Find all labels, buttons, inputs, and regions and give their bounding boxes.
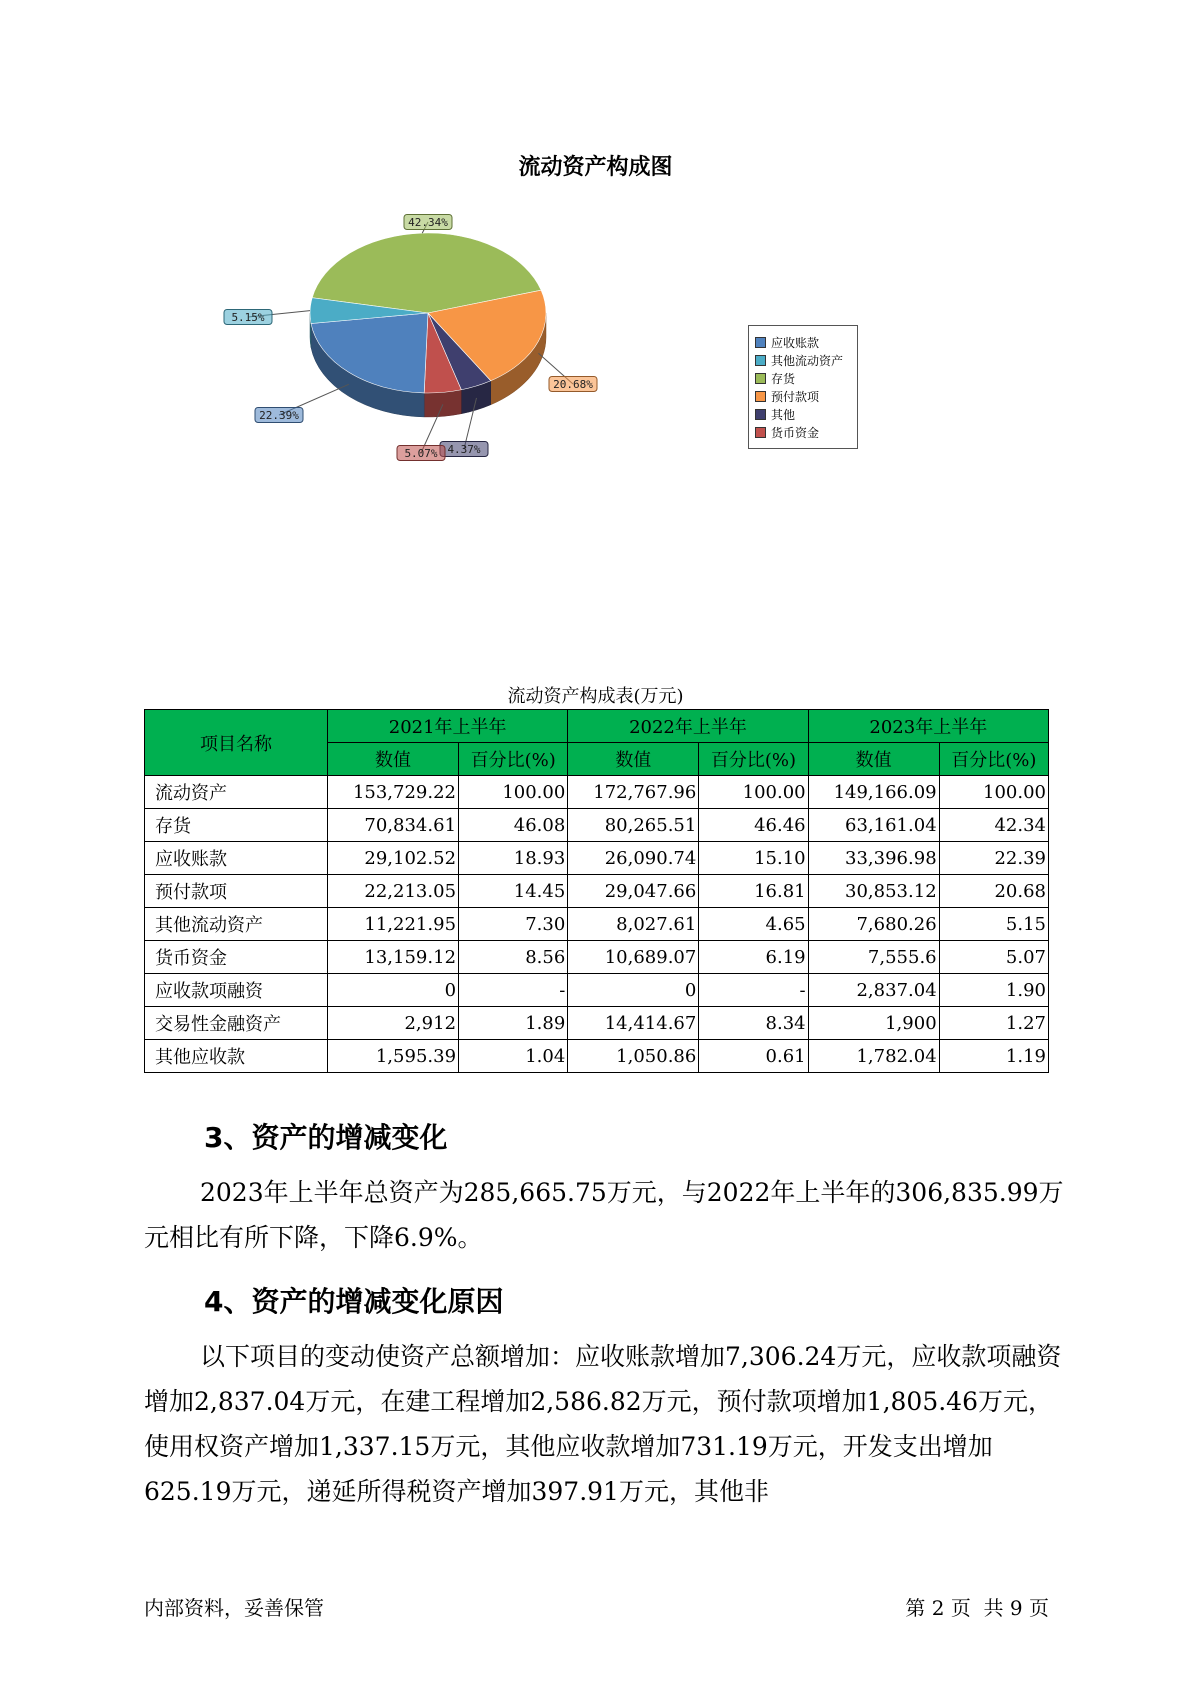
current-assets-table [144, 709, 1049, 1073]
header-period: 2023年上半年 [808, 710, 1048, 743]
cell-percent: 5.15 [939, 908, 1048, 941]
cell-value: 1,050.86 [568, 1040, 699, 1073]
cell-percent: 15.10 [699, 842, 808, 875]
cell-value: 2,912 [328, 1007, 459, 1040]
cell-value: 30,853.12 [808, 875, 939, 908]
pie-slice-side [424, 390, 461, 417]
table-row [145, 941, 1049, 974]
header-percent: 百分比(%) [939, 743, 1048, 776]
cell-percent: 0.61 [699, 1040, 808, 1073]
cell-percent: 100.00 [939, 776, 1048, 809]
footer-page-number: 第 2 页 共 9 页 [905, 1596, 1049, 1620]
section-4-text: 以下项目的变动使资产总额增加：应收账款增加7,306.24万元，应收款项融资增加2,837.04万元，在建工程增加2,586.82万元，预付款项增加1,805.46万元，使用权资产增加1,337.15万元，其他应收款增加731.19万元，开发支出增加625.19万元，递延所得税资产增加397.91万元，其他非 [144, 1342, 1062, 1506]
cell-value: 1,595.39 [328, 1040, 459, 1073]
table-row [145, 1007, 1049, 1040]
footer-confidential-note: 内部资料，妥善保管 [144, 1596, 324, 1620]
pie-data-label: 22.39% [259, 409, 299, 422]
cell-value: 13,159.12 [328, 941, 459, 974]
legend-item [755, 423, 851, 441]
cell-percent: 1.89 [459, 1007, 568, 1040]
table-row [145, 842, 1049, 875]
legend-label: 预付款项 [771, 389, 820, 404]
legend-item [755, 405, 851, 423]
cell-value: 63,161.04 [808, 809, 939, 842]
cell-percent: 8.34 [699, 1007, 808, 1040]
legend-label: 货币资金 [771, 425, 820, 440]
cell-value: 80,265.51 [568, 809, 699, 842]
cell-percent: 7.30 [459, 908, 568, 941]
legend-label: 应收账款 [771, 335, 820, 350]
cell-percent: 4.65 [699, 908, 808, 941]
cell-percent: 1.04 [459, 1040, 568, 1073]
cell-value: 149,166.09 [808, 776, 939, 809]
cell-value: 22,213.05 [328, 875, 459, 908]
pie-data-label: 20.68% [553, 378, 593, 391]
cell-value: 0 [328, 974, 459, 1007]
header-value: 数值 [808, 743, 939, 776]
legend-swatch [755, 355, 766, 366]
cell-value: 0 [568, 974, 699, 1007]
legend-swatch [755, 373, 766, 384]
table-row [145, 1040, 1049, 1073]
cell-percent: 20.68 [939, 875, 1048, 908]
header-percent: 百分比(%) [699, 743, 808, 776]
cell-percent: 1.19 [939, 1040, 1048, 1073]
table-row [145, 908, 1049, 941]
pie-data-label: 4.37% [447, 443, 481, 456]
legend-swatch [755, 391, 766, 402]
legend-item [755, 351, 851, 369]
section-4-heading: 4、资产的增减变化原因 [204, 1285, 504, 1318]
row-item-name: 交易性金融资产 [145, 1007, 328, 1040]
legend-swatch [755, 427, 766, 438]
cell-percent: 18.93 [459, 842, 568, 875]
cell-percent: 1.27 [939, 1007, 1048, 1040]
header-value: 数值 [568, 743, 699, 776]
row-item-name: 流动资产 [145, 776, 328, 809]
cell-percent: 100.00 [459, 776, 568, 809]
row-item-name: 货币资金 [145, 941, 328, 974]
chart-legend [748, 325, 858, 449]
cell-value: 2,837.04 [808, 974, 939, 1007]
cell-value: 10,689.07 [568, 941, 699, 974]
cell-value: 8,027.61 [568, 908, 699, 941]
header-period: 2021年上半年 [328, 710, 568, 743]
cell-value: 11,221.95 [328, 908, 459, 941]
legend-label: 其他流动资产 [771, 353, 844, 368]
header-item-name: 项目名称 [145, 710, 328, 776]
legend-item [755, 369, 851, 387]
cell-value: 1,782.04 [808, 1040, 939, 1073]
cell-percent: 14.45 [459, 875, 568, 908]
table-row [145, 776, 1049, 809]
cell-value: 7,555.6 [808, 941, 939, 974]
legend-item [755, 333, 851, 351]
cell-percent: 42.34 [939, 809, 1048, 842]
header-percent: 百分比(%) [459, 743, 568, 776]
legend-item [755, 387, 851, 405]
legend-swatch [755, 337, 766, 348]
cell-percent: 22.39 [939, 842, 1048, 875]
cell-value: 33,396.98 [808, 842, 939, 875]
cell-value: 29,047.66 [568, 875, 699, 908]
row-item-name: 应收账款 [145, 842, 328, 875]
section-4-paragraph [144, 1334, 1074, 1514]
cell-percent: 16.81 [699, 875, 808, 908]
cell-percent: 6.19 [699, 941, 808, 974]
row-item-name: 预付款项 [145, 875, 328, 908]
pie-chart [220, 195, 650, 475]
cell-value: 29,102.52 [328, 842, 459, 875]
row-item-name: 存货 [145, 809, 328, 842]
cell-percent: - [459, 974, 568, 1007]
cell-value: 14,414.67 [568, 1007, 699, 1040]
table-caption: 流动资产构成表(万元) [507, 686, 684, 707]
table-row [145, 974, 1049, 1007]
header-period: 2022年上半年 [568, 710, 808, 743]
cell-percent: 5.07 [939, 941, 1048, 974]
cell-percent: 1.90 [939, 974, 1048, 1007]
pie-slice [311, 313, 428, 393]
table-row [145, 809, 1049, 842]
pie-data-label: 5.15% [231, 311, 265, 324]
cell-percent: 8.56 [459, 941, 568, 974]
legend-label: 其他 [771, 407, 796, 422]
cell-value: 70,834.61 [328, 809, 459, 842]
section-3-heading: 3、资产的增减变化 [204, 1121, 448, 1154]
section-3-text: 2023年上半年总资产为285,665.75万元，与2022年上半年的306,835.99万元相比有所下降，下降6.9%。 [144, 1178, 1064, 1252]
cell-percent: 100.00 [699, 776, 808, 809]
row-item-name: 应收款项融资 [145, 974, 328, 1007]
header-value: 数值 [328, 743, 459, 776]
cell-value: 153,729.22 [328, 776, 459, 809]
cell-value: 1,900 [808, 1007, 939, 1040]
legend-swatch [755, 409, 766, 420]
cell-value: 172,767.96 [568, 776, 699, 809]
cell-percent: 46.08 [459, 809, 568, 842]
pie-data-label: 42.34% [408, 216, 448, 229]
chart-title: 流动资产构成图 [518, 155, 673, 180]
cell-percent: 46.46 [699, 809, 808, 842]
cell-value: 26,090.74 [568, 842, 699, 875]
table-row [145, 875, 1049, 908]
cell-value: 7,680.26 [808, 908, 939, 941]
legend-label: 存货 [771, 371, 796, 386]
row-item-name: 其他流动资产 [145, 908, 328, 941]
cell-percent: - [699, 974, 808, 1007]
row-item-name: 其他应收款 [145, 1040, 328, 1073]
pie-data-label: 5.07% [404, 447, 438, 460]
section-3-paragraph [144, 1170, 1074, 1260]
